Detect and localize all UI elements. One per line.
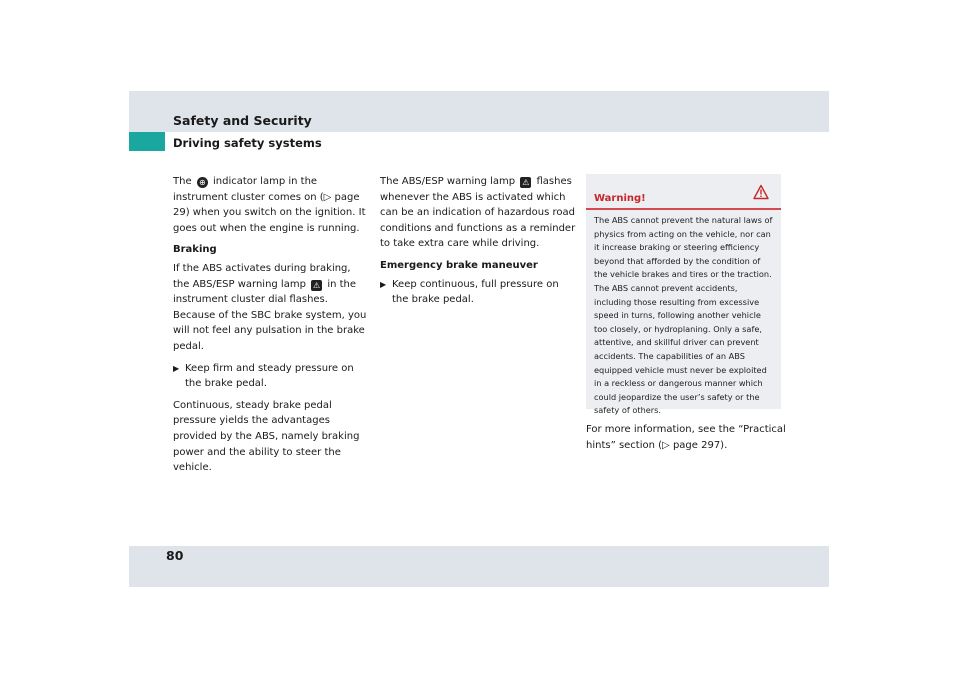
footer-band [129,546,829,587]
bullet-text: Keep continuous, full pressure on the brake pedal. [392,278,559,306]
warning-header [594,186,773,206]
warning-lamp-paragraph [380,174,576,252]
bullet-text: Keep firm and steady pressure on the brake pedal. [185,362,354,390]
column-middle [380,174,576,314]
abs-indicator-paragraph [173,174,369,236]
list-item [173,361,369,392]
more-info-paragraph [586,422,786,453]
page-number: 80 [166,548,184,563]
section-accent-block [129,132,165,151]
column-left [173,174,369,482]
abs-esp-warning-lamp-icon: ⚠ [522,178,530,187]
warning-box [586,174,781,416]
lamp-text-1: The ABS/ESP warning lamp [380,176,516,187]
braking-text-2: in the instrument cluster dial flashes. Because of the SBC brake system, you will not feel any pulsation in the brake pedal. [173,278,367,352]
bullet-arrow-icon: ▶ [173,363,180,373]
emergency-heading: Emergency brake maneuver [380,259,538,271]
abs-text-1: The [173,176,192,187]
warning-text: The ABS cannot prevent the natural laws of physics from acting on the vehicle, nor can it increase braking or steering efficiency beyond that afforded by the condition of the vehicle brakes and tires or the traction. The ABS cannot prevent accidents, including those resulting from excessive speed in turns, following another vehicle too closely, or hydroplaning. Only a safe, attentive, and skillful driver can prevent accidents. The capabilities of an ABS equipped vehicle must never be exploited in a reckless or dangerous manner which could jeopardize the user’s safety or the safety of others. [594,215,773,416]
page-ref-icon: ▷ [323,191,332,203]
braking-paragraph [173,261,369,355]
lamp-text-2: flashes whenever the ABS is activated which can be an indication of hazardous road conditions and functions as a reminder to take extra care while driving. [380,176,576,250]
abs-text-3: page 29) when you switch on the ignition. It goes out when the engine is running. [173,191,366,234]
subsection-title: Driving safety systems [173,136,322,150]
warning-title: Warning! [594,193,646,204]
abs-indicator-icon: ⊕ [197,177,208,188]
list-item [380,277,576,308]
more-info-text-2: page 297). [672,439,728,451]
braking-heading: Braking [173,244,217,256]
abs-esp-warning-lamp-icon: ⚠ [313,280,321,290]
warning-triangle-icon [753,184,769,200]
abs-text-2: indicator lamp in the instrument cluster comes on ( [173,176,324,203]
page-ref-icon: ▷ [662,439,670,451]
continuous-pressure-paragraph: Continuous, steady brake pedal pressure yields the advantages provided by the ABS, namely braking power and the ability to steer the vehicle. [173,399,360,474]
bullet-arrow-icon: ▶ [380,279,387,289]
more-info-text-1: For more information, see the “Practical hints” section ( [586,424,786,451]
section-title: Safety and Security [173,113,312,128]
warning-divider [586,208,781,210]
braking-text-1: If the ABS activates during braking, the ABS/ESP warning lamp [173,262,351,290]
